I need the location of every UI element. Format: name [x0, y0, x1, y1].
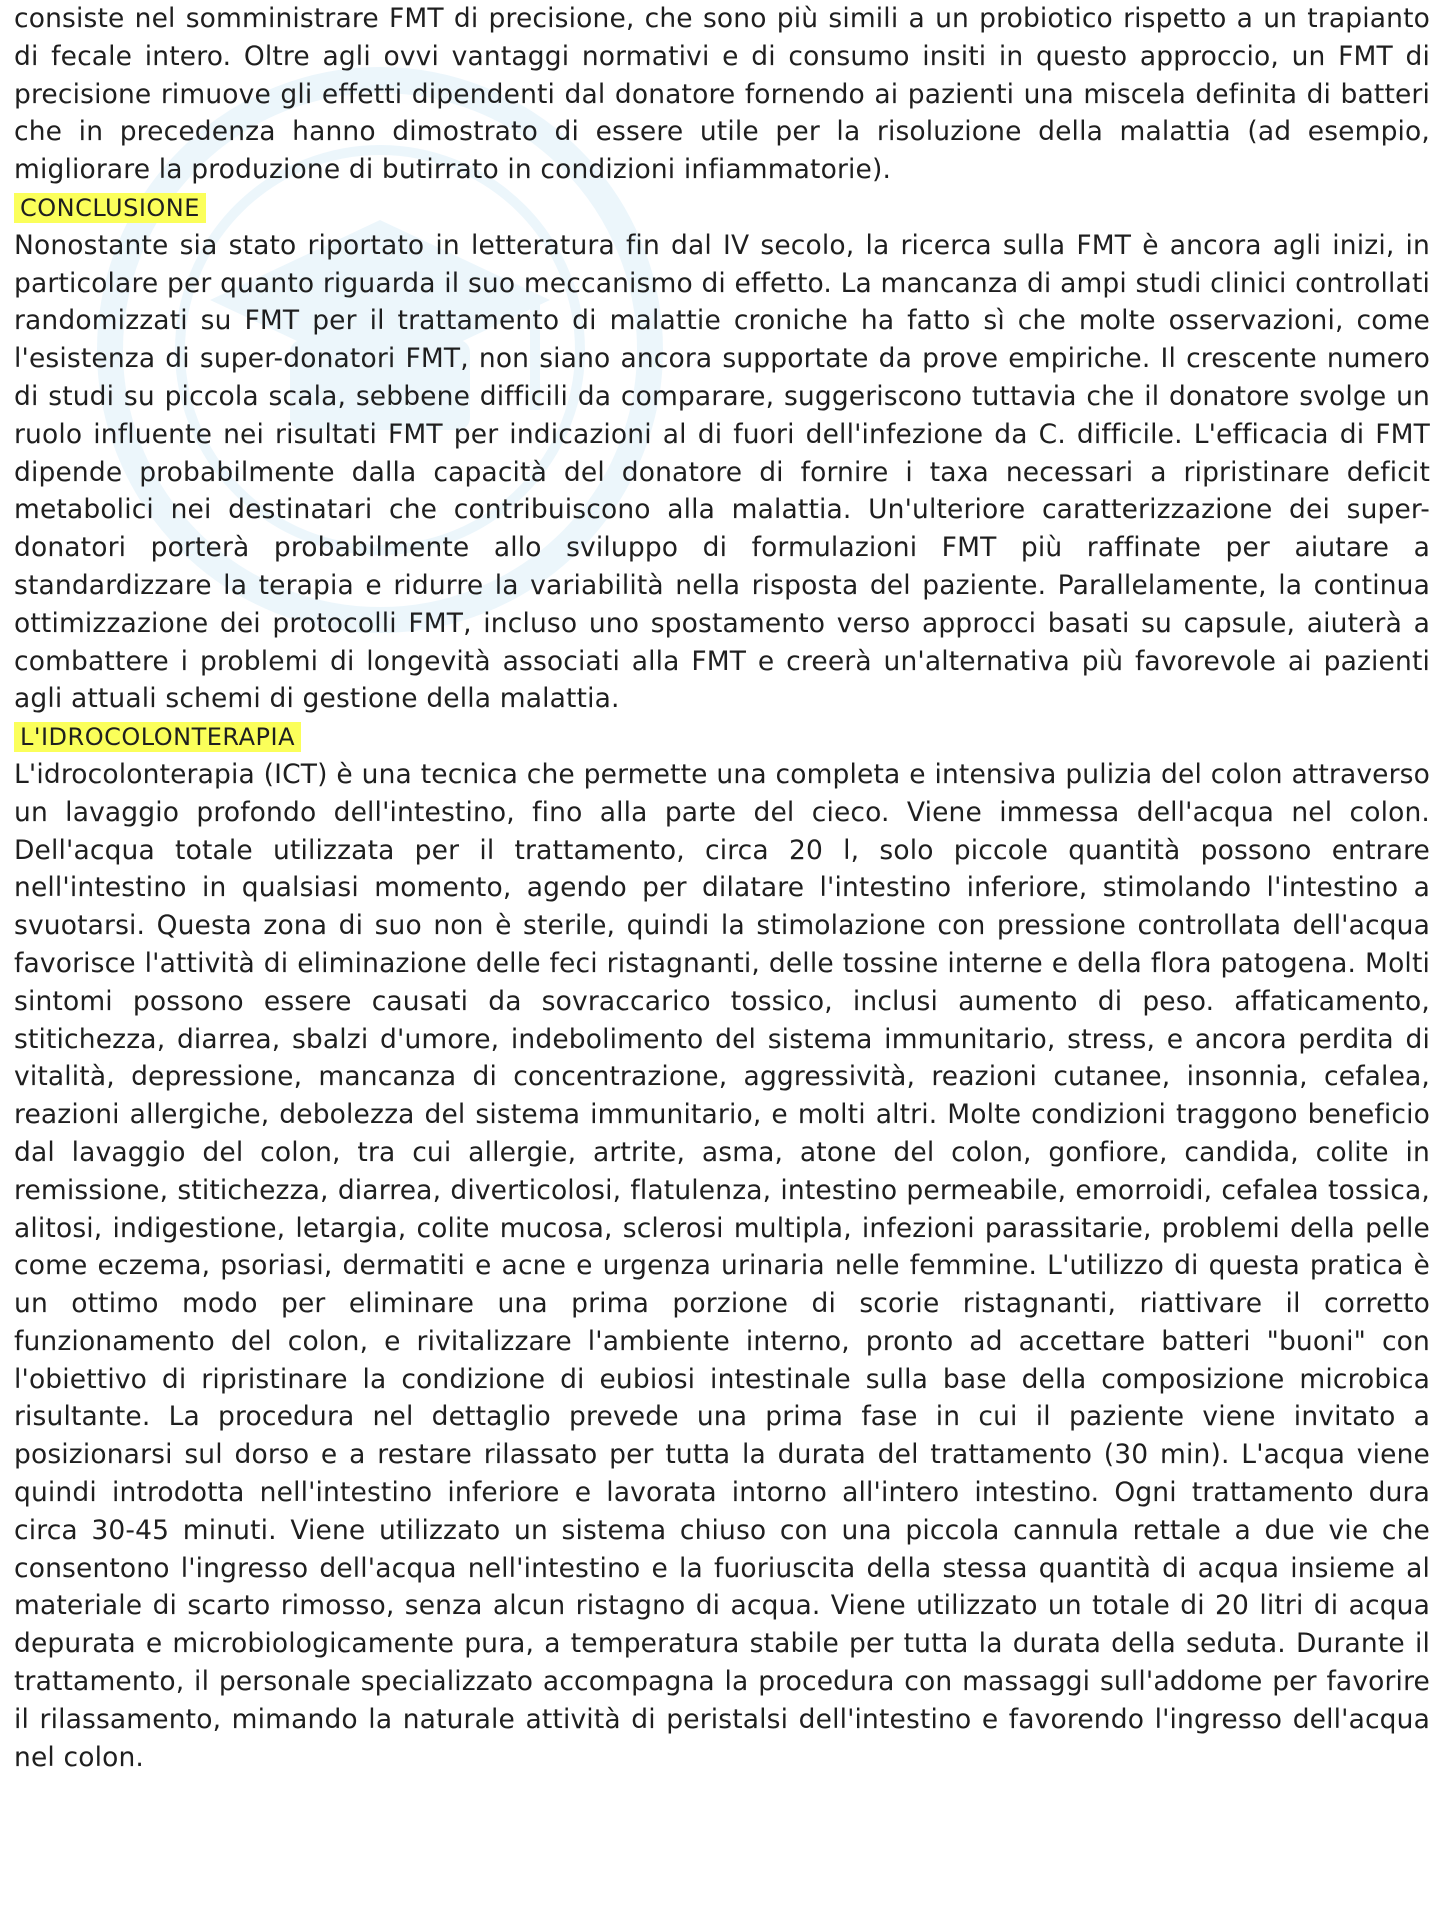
document-body: [14, 0, 1430, 1776]
highlighted-heading-text: L'IDROCOLONTERAPIA: [14, 722, 301, 752]
intro-paragraph: consiste nel somministrare FMT di precisione, che sono più simili a un probiotico rispetto a un trapianto di fecale intero. Oltre agli ovvi vantaggi normativi e di consumo insiti in questo approccio, un FMT di precisione rimuove gli effetti dipendenti dal donatore fornendo ai pazienti una miscela definita di batteri che in precedenza hanno dimostrato di essere utile per la risoluzione della malattia (ad esempio, migliorare la produzione di butirrato in condizioni infiammatorie).: [14, 3, 1430, 186]
highlighted-heading-text: CONCLUSIONE: [14, 193, 206, 223]
conclusione-paragraph: Nonostante sia stato riportato in letteratura fin dal IV secolo, la ricerca sulla FMT è ancora agli inizi, in particolare per quanto riguarda il suo meccanismo di effetto. La mancanza di ampi studi clinici controllati randomizzati su FMT per il trattamento di malattie croniche ha fatto sì che molte osservazioni, come l'esistenza di super-donatori FMT, non siano ancora supportate da prove empiriche. Il crescente numero di studi su piccola scala, sebbene difficili da comparare, suggeriscono tuttavia che il donatore svolge un ruolo influente nei risultati FMT per indicazioni al di fuori dell'infezione da C. difficile. L'efficacia di FMT dipende probabilmente dalla capacità del donatore di fornire i taxa necessari a ripristinare deficit metabolici nei destinatari che contribuiscono alla malattia. Un'ulteriore caratterizzazione dei super-donatori porterà probabilmente allo sviluppo di formulazioni FMT più raffinate per aiutare a standardizzare la terapia e ridurre la variabilità nella risposta del paziente. Parallelamente, la continua ottimizzazione dei protocolli FMT, incluso uno spostamento verso approcci basati su capsule, aiuterà a combattere i problemi di longevità associati alla FMT e creerà un'alternativa più favorevole ai pazienti agli attuali schemi di gestione della malattia.: [14, 229, 1430, 715]
idrocolonterapia-paragraph: L'idrocolonterapia (ICT) è una tecnica che permette una completa e intensiva pulizia del colon attraverso un lavaggio profondo dell'intestino, fino alla parte del cieco. Viene immessa dell'acqua nel colon. Dell'acqua totale utilizzata per il trattamento, circa 20 l, solo piccole quantità possono entrare nell'intestino in qualsiasi momento, agendo per dilatare l'intestino inferiore, stimolando l'intestino a svuotarsi. Questa zona di suo non è sterile, quindi la stimolazione con pressione controllata dell'acqua favorisce l'attività di eliminazione delle feci ristagnanti, delle tossine interne e della flora patogena. Molti sintomi possono essere causati da sovraccarico tossico, inclusi aumento di peso. affaticamento, stitichezza, diarrea, sbalzi d'umore, indebolimento del sistema immunitario, stress, e ancora perdita di vitalità, depressione, mancanza di concentrazione, aggressività, reazioni cutanee, insonnia, cefalea, reazioni allergiche, debolezza del sistema immunitario, e molti altri. Molte condizioni traggono beneficio dal lavaggio del colon, tra cui allergie, artrite, asma, atone del colon, gonfiore, candida, colite in remissione, stitichezza, diarrea, diverticolosi, flatulenza, intestino permeabile, emorroidi, cefalea tossica, alitosi, indigestione, letargia, colite mucosa, sclerosi multipla, infezioni parassitarie, problemi della pelle come eczema, psoriasi, dermatiti e acne e urgenza urinaria nelle femmine. L'utilizzo di questa pratica è un ottimo modo per eliminare una prima porzione di scorie ristagnanti, riattivare il corretto funzionamento del colon, e rivitalizzare l'ambiente interno, pronto ad accettare batteri "buoni" con l'obiettivo di ripristinare la condizione di eubiosi intestinale sulla base della composizione microbica risultante. La procedura nel dettaglio prevede una prima fase in cui il paziente viene invitato a posizionarsi sul dorso e a restare rilassato per tutta la durata del trattamento (30 min). L'acqua viene quindi introdotta nell'intestino inferiore e lavorata intorno all'intero intestino. Ogni trattamento dura circa 30-45 minuti. Viene utilizzato un sistema chiuso con una piccola cannula rettale a due vie che consentono l'ingresso dell'acqua nell'intestino e la fuoriuscita della stessa quantità di acqua insieme al materiale di scarto rimosso, senza alcun ristagno di acqua. Viene utilizzato un totale di 20 litri di acqua depurata e microbiologicamente pura, a temperatura stabile per tutta la durata della seduta. Durante il trattamento, il personale specializzato accompagna la procedura con massaggi sull'addome per favorire il rilassamento, mimando la naturale attività di peristalsi dell'intestino e favorendo l'ingresso dell'acqua nel colon.: [14, 758, 1430, 1773]
section-heading-conclusione: [14, 189, 1430, 227]
section-heading-idrocolonterapia: [14, 718, 1430, 756]
